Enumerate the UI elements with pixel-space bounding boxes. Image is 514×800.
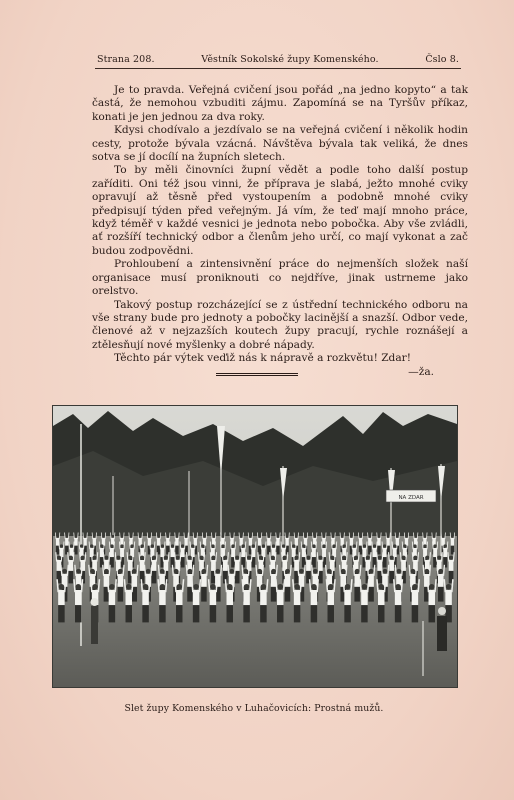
- issue-number: Čslo 8.: [425, 54, 459, 65]
- page-number: Strana 208.: [97, 54, 155, 65]
- publication-title: Věstník Sokolské župy Komenského.: [201, 54, 379, 65]
- author-signature: —ža.: [408, 365, 434, 378]
- article-paragraph: Je to pravda. Veřejná cvičení jsou pořád „na jedno kopyto“ a tak častá, že nemohou vzbuditi zájmu. Zapomíná se na Tyršův příkaz, konati je jen jednou za dva roky.: [92, 84, 468, 123]
- article-paragraph: Prohloubení a zintensivnění práce do nejmenších složek naší organisace musí proniknouti co nejdříve, jinak ustrneme jako orelstvo.: [92, 258, 468, 298]
- running-header: [97, 54, 459, 65]
- article-paragraph: To by měli činovníci župní vědět a podle toho další postup zaříditi. Oni též jsou vinni, že příprava je slabá, ježto mnohé cviky opravují až těsně před vystoupením a podobně mnohé cviky předpisují týden před veřejným. Já vím, že teď mají mnoho práce, když téměř v každé vesnici je jednota nebo pobočka. Aby vše zvládli, ať rozšíří technický odbor a členům jeho určí, co mají vykonat a zač budou zodpovědni.: [92, 164, 468, 257]
- photo-illustration: [53, 406, 457, 687]
- article-paragraph: Těchto pár výtek veďiž nás k nápravě a rozkvětu! Zdar!: [114, 352, 411, 365]
- section-separator: [216, 373, 298, 376]
- article-body: [92, 84, 468, 379]
- photo-caption: Slet župy Komenského v Luhačovicích: Prostná mužů.: [124, 703, 384, 714]
- header-rule: [95, 68, 461, 69]
- article-paragraph: Takový postup rozcházející se z ústřední technického odboru na vše strany bude pro jednoty a pobočky lacinější a snazší. Odbor vede, členové až v nejzazších koutech župy pracují, rychle roznášejí a ztělesňují nové myšlenky a dobré nápady.: [92, 298, 468, 351]
- banner-text: NA ZDAR: [398, 495, 424, 501]
- article-paragraph: Kdysi chodívalo a jezdívalo se na veřejná cvičení i několik hodin cesty, protože bývala vzácná. Návštěva bývala tak veliká, že dnes sotva se jí docílí na župních sletech.: [92, 124, 468, 164]
- gymnastics-photo: [52, 405, 458, 688]
